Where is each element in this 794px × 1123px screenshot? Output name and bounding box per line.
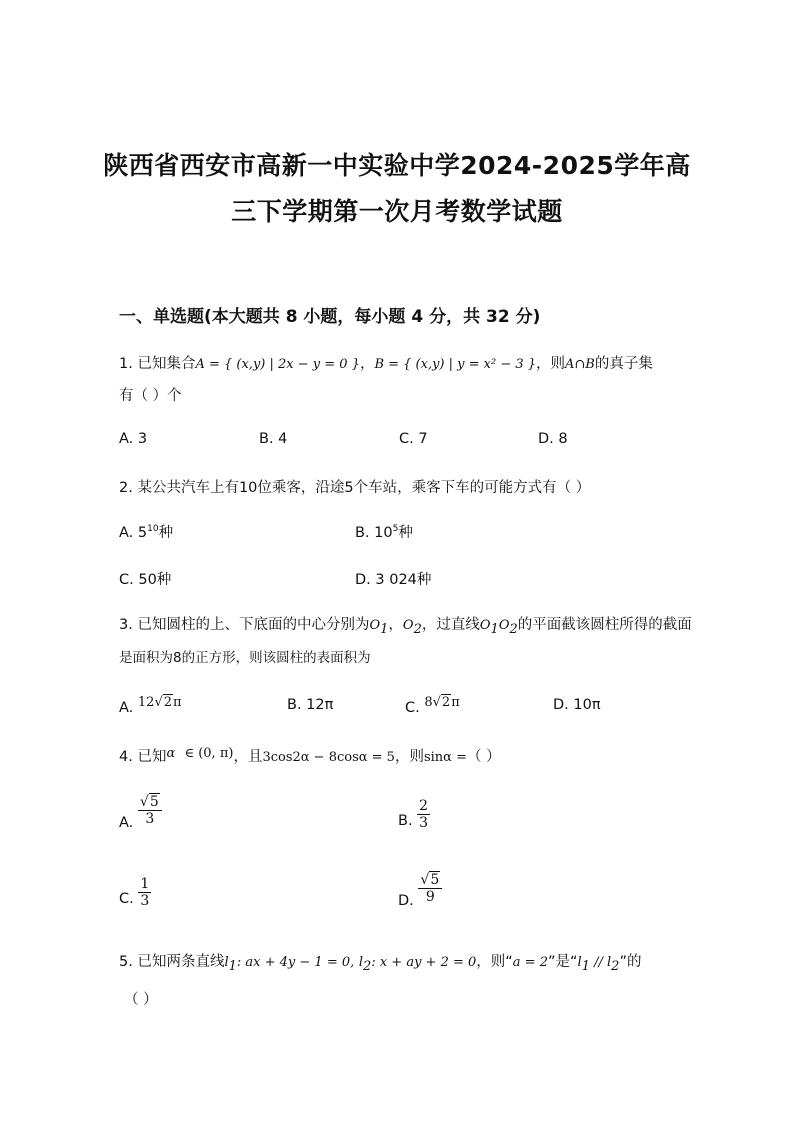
q2-option-a [119,521,173,542]
sqrt-sign: √ [154,695,163,710]
q1-sep: ， [359,356,375,372]
fraction-numerator: 1 [140,876,150,892]
q2-option-a-exp: 10 [147,524,159,535]
q5-l2: l [358,955,364,970]
q4-option-d-label: D. [398,892,414,909]
q5-parallel-symbol: // [589,955,607,970]
q3-o2-sub: 2 [413,621,422,637]
q2-option-c: C. 50种 [119,572,172,588]
fraction-denominator: 3 [140,893,150,909]
fraction-denominator: 3 [419,815,429,831]
page-title-line-1: 陕西省西安市高新一中实验中学2024-2025学年高 [103,151,691,180]
q3-o12-a: O [479,618,491,633]
q3-comma: ， [388,617,403,633]
fraction [418,872,442,905]
question-3 [119,613,692,637]
q4-mid2: ，则 [394,749,424,765]
q2-option-b-unit: 种 [398,525,413,541]
question-4 [119,745,501,766]
q3-o12-sub2: 2 [509,621,518,637]
q4-option-b-label: B. [398,812,413,829]
q5-l1: l [224,955,229,970]
q4-suffix: （ ） [466,749,501,765]
q4-option-c-label: C. [119,890,134,907]
q1-suffix: 的真子集 [594,356,653,372]
q5-prefix: 5. 已知两条直线 [119,954,225,970]
question-5-line-2: （ ） [124,992,158,1008]
q5-par-l2: l [607,955,612,970]
q2-option-a-unit: 种 [158,525,174,541]
question-3-line-2: 是面积为8的正方形，则该圆柱的表面积为 [119,650,371,666]
q4-prefix: 4. 已知 [119,749,167,765]
q5-mid2: ”是“ [547,954,578,970]
q4-equation: 3cos2α − 8cosα = 5 [262,750,395,765]
question-1-line-2: 有（ ）个 [119,388,182,404]
q3-option-c-radicand: 2 [441,695,451,710]
fraction-numerator: √5 [418,872,442,889]
q5-l1-sub: 1 [228,958,237,974]
q4-mid: ，且 [233,749,263,765]
q4-option-d-radicand: 5 [430,872,440,888]
q3-option-d: D. 10π [553,697,601,713]
q3-o12-sub1: 1 [490,621,499,637]
q2-option-b-exp: 5 [392,524,399,535]
fraction-numerator: 2 [419,798,429,814]
q4-option-c [119,876,151,909]
q5-l2-sub: 2 [363,958,372,974]
q3-option-a-label: A. [119,700,134,716]
question-1 [119,352,653,373]
q2-option-a-base: 5 [137,525,148,541]
q3-mid: ，过直线 [421,617,480,633]
q5-condition: a = 2 [512,955,548,970]
q1-option-d: D. 8 [538,431,568,447]
q3-option-c [405,694,460,716]
q2-option-d: D. 3 024种 [355,572,432,588]
q3-option-c-coef: 8 [424,695,433,710]
q3-option-a [119,694,182,716]
fraction [138,794,162,827]
q4-option-a-radicand: 5 [149,794,159,810]
q2-option-b-label: B. [355,525,375,541]
fraction [138,876,151,909]
question-1-prefix: 1. 已知集合 [119,356,196,372]
q5-l2-equation: : x + ay + 2 = 0 [371,955,477,970]
q1-option-c: C. 7 [399,431,428,447]
q4-option-a-label: A. [119,814,134,831]
q3-option-a-radicand: 2 [163,695,173,710]
fraction-denominator: 9 [425,889,435,905]
q4-ask: sinα = [423,750,467,765]
q3-option-a-coef: 12 [137,695,155,710]
q3-o1: O [369,618,381,633]
q4-option-a [119,794,162,831]
q1-option-a: A. 3 [119,431,148,447]
q5-par-l1-sub: 1 [581,958,590,974]
section-heading: 一、单选题(本大题共 8 小题，每小题 4 分，共 32 分) [119,307,541,327]
q1-option-b: B. 4 [259,431,288,447]
q3-suffix: 的平面截该圆柱所得的截面 [517,617,692,633]
q4-option-d [398,872,442,909]
q5-suffix: ”的 [619,954,642,970]
q1-mid: ，则 [536,356,566,372]
q4-alpha: α [166,746,176,761]
q3-option-a-pi: π [173,695,182,710]
question-2: 2. 某公共汽车上有10位乘客，沿途5个车站，乘客下车的可能方式有（ ） [119,480,591,496]
question-5 [119,950,641,974]
q3-option-b: B. 12π [287,697,334,713]
sqrt-sign: √ [432,695,441,710]
q3-o12-b: O [498,618,510,633]
q2-option-b-base: 10 [374,525,393,541]
intersection-expr: A∩B [565,357,595,372]
fraction [417,798,430,831]
q5-l1-equation: : ax + 4y − 1 = 0, [236,955,355,970]
q2-option-a-label: A. [119,525,138,541]
q4-option-b [398,798,430,831]
page-title-line-2: 三下学期第一次月考数学试题 [231,197,563,226]
fraction-numerator: √5 [138,794,162,811]
q4-interval: ∈ (0, π) [184,746,234,761]
q2-option-b [355,521,413,542]
q5-mid: ，则“ [476,954,513,970]
q3-option-c-pi: π [451,695,460,710]
q5-par-l2-sub: 2 [611,958,620,974]
set-a: A = { (x,y) | 2x − y = 0 } [195,357,360,372]
q3-o1-sub: 1 [380,621,389,637]
set-b: B = { (x,y) | y = x² − 3 } [374,357,537,372]
q3-option-c-label: C. [405,700,420,716]
fraction-denominator: 3 [145,811,155,827]
q5-par-l1: l [577,955,582,970]
q3-prefix: 3. 已知圆柱的上、下底面的中心分别为 [119,617,370,633]
q3-o2: O [402,618,414,633]
